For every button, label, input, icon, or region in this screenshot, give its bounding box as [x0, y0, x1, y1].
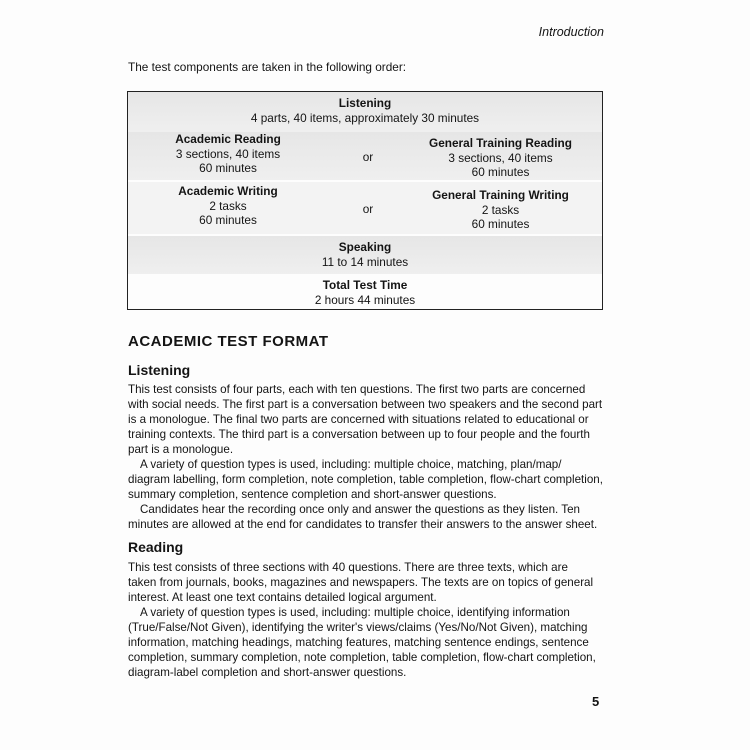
running-header: Introduction: [538, 25, 604, 39]
academic-writing-title: Academic Writing: [178, 184, 278, 198]
intro-text: The test components are taken in the following order:: [128, 60, 407, 74]
text-line: This test consists of four parts, each with ten questions. The first two parts are concerned: [128, 383, 586, 396]
general-writing-title: General Training Writing: [432, 188, 569, 202]
text-line: minutes are allowed at the end for candidates to transfer their answers to the answer sheet.: [128, 518, 598, 531]
academic-reading-title: Academic Reading: [175, 132, 281, 146]
text-line: completion, summary completion, note completion, table completion, flow-chart completion,: [128, 651, 596, 664]
reading-heading: Reading: [128, 539, 184, 555]
text-line: (True/False/Not Given), identifying the writer's views/claims (Yes/No/Not Given), matching: [128, 621, 588, 634]
general-reading: [418, 136, 583, 180]
reading-row: [128, 132, 602, 180]
academic-reading-items: 3 sections, 40 items: [175, 146, 281, 161]
text-line: diagram labelling, form completion, note completion, table completion, flow-chart completion,: [128, 473, 603, 486]
text-line: interest. At least one text contains detailed logical argument.: [128, 591, 437, 604]
text-line: with social needs. The first part is a conversation between two speakers and the second part: [128, 398, 603, 411]
general-writing-tasks: 2 tasks: [481, 202, 520, 217]
general-writing-time: 60 minutes: [471, 217, 530, 231]
general-reading-items: 3 sections, 40 items: [448, 150, 553, 165]
text-line: diagram-label completion and short-answer questions.: [128, 666, 407, 679]
reading-body: [128, 560, 596, 680]
listening-heading: Listening: [128, 362, 191, 378]
academic-writing: [148, 184, 308, 228]
text-line: taken from journals, books, magazines and newspapers. The texts are on topics of general: [128, 576, 594, 589]
speaking-row: [128, 236, 602, 274]
page-number: 5: [592, 694, 600, 709]
academic-writing-time: 60 minutes: [199, 213, 257, 227]
academic-reading: [148, 132, 308, 176]
total-row: [128, 276, 602, 310]
general-reading-title: General Training Reading: [429, 136, 572, 150]
test-components-table: [127, 91, 603, 310]
text-line: information, matching headings, matching features, matching sentence endings, sentence: [128, 636, 589, 649]
speaking-detail: 11 to 14 minutes: [321, 254, 409, 269]
text-line: part is a monologue.: [128, 443, 234, 456]
text-line: is a monologue. The final two parts are concerned with situations related to educational or: [128, 413, 589, 426]
text-line: summary completion, sentence completion and short-answer questions.: [128, 488, 497, 501]
total-title: Total Test Time: [322, 278, 408, 292]
section-title: ACADEMIC TEST FORMAT: [128, 333, 329, 350]
academic-writing-tasks: 2 tasks: [209, 198, 247, 213]
text-line: This test consists of three sections with 40 questions. There are three texts, which are: [128, 561, 568, 574]
text-line: A variety of question types is used, including: multiple choice, matching, plan/map/: [140, 458, 562, 471]
listening-detail: 4 parts, 40 items, approximately 30 minutes: [250, 110, 480, 125]
text-line: Candidates hear the recording once only and answer the questions as they listen. Ten: [140, 503, 580, 516]
speaking-title: Speaking: [338, 240, 392, 254]
text-line: A variety of question types is used, including: multiple choice, identifying information: [140, 606, 570, 619]
academic-reading-time: 60 minutes: [199, 161, 257, 175]
writing-row: [128, 182, 602, 234]
listening-row: [128, 92, 602, 132]
listening-title: Listening: [338, 96, 392, 110]
or-label: or: [362, 202, 374, 216]
total-detail: 2 hours 44 minutes: [314, 292, 416, 307]
text-line: training contexts. The third part is a conversation between up to four people and the fourth: [128, 428, 590, 441]
general-reading-time: 60 minutes: [471, 165, 530, 179]
or-label: or: [362, 150, 374, 164]
general-writing: [418, 188, 583, 232]
listening-body: [128, 382, 603, 532]
